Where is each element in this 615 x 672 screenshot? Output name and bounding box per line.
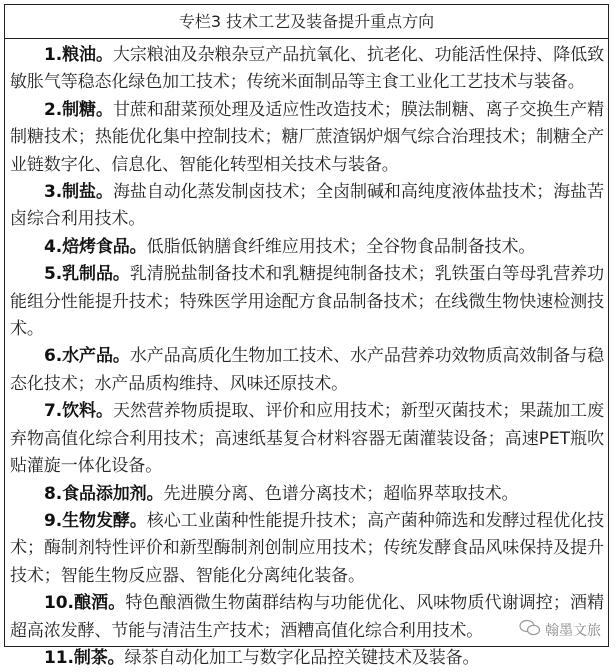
- item-label: 11.制茶。: [44, 647, 125, 668]
- list-item-dairy: [10, 261, 604, 343]
- item-label: 7.饮料。: [44, 401, 113, 422]
- item-text: 绿茶自动化加工与数字化品控关键技术及装备。: [124, 647, 480, 668]
- item-label: 5.乳制品。: [44, 264, 130, 285]
- item-text: 核心工业菌种性能提升技术；高产菌种筛选和发酵过程优化技术；酶制剂特性评价和新型酶制剂创制应用技术；传统发酵食品风味保持及提升技术；智能生物反应器、智能化分离纯化装备。: [10, 510, 604, 586]
- item-label: 4.焙烤食品。: [44, 236, 147, 257]
- item-label: 10.酿酒。: [44, 593, 126, 614]
- item-text: 水产品高质化生物加工技术、水产品营养功效物质高效制备与稳态化技术；水产品质构维持、风味还原技术。: [10, 346, 605, 394]
- table-title: 专栏3 技术工艺及装备提升重点方向: [5, 5, 608, 39]
- list-item-fermentation: [10, 508, 604, 590]
- item-text: 甘蔗和甜菜预处理及适应性改造技术；膜法制糖、离子交换生产精制糖技术；热能优化集中控制技术；糖厂蔗渣锅炉烟气综合治理技术；制糖全产业链数字化、信息化、智能化转型相关技术与装备。: [10, 99, 604, 175]
- item-text: 特色酿酒微生物菌群结构与功能优化、风味物质代谢调控；酒精超高浓发酵、节能与清洁生产技术；酒糟高值化综合利用技术。: [10, 593, 604, 641]
- watermark: [519, 619, 601, 641]
- list-item-aquatic: [10, 343, 604, 398]
- item-text: 海盐自动化蒸发制卤技术；全卤制碱和高纯度液体盐技术；海盐苦卤综合利用技术。: [10, 182, 604, 230]
- item-label: 1.粮油。: [44, 45, 113, 65]
- list-item-sugar: [10, 97, 604, 179]
- item-label: 6.水产品。: [44, 346, 130, 367]
- item-label: 3.制盐。: [44, 182, 113, 203]
- item-text: 天然营养物质提取、评价和应用技术；新型灭菌技术；果蔬加工废弃物高值化综合利用技术；高速纸基复合材料容器无菌灌装设备；高速PET瓶吹贴灌旋一体化设备。: [10, 401, 604, 477]
- list-item-additives: [10, 481, 604, 508]
- item-text: 低脂低钠膳食纤维应用技术；全谷物食品制备技术。: [146, 236, 536, 257]
- table-body: [5, 39, 608, 672]
- item-label: 2.制糖。: [44, 99, 113, 120]
- item-text: 大宗粮油及杂粮杂豆产品抗氧化、抗老化、功能活性保持、降低致敏胀气等稳态化绿色加工技术；传统米面制品等主食工业化工艺技术与装备。: [10, 45, 604, 93]
- watermark-text: 翰墨文旅: [545, 623, 601, 639]
- feature-box-table: [4, 4, 609, 668]
- list-item-tea: [10, 645, 604, 672]
- item-label: 8.食品添加剂。: [44, 483, 164, 504]
- list-item-grain-oil: [10, 42, 604, 97]
- list-item-beverage: [10, 398, 604, 480]
- wechat-icon: [519, 619, 541, 641]
- list-item-salt: [10, 179, 604, 234]
- item-text: 乳清脱盐制备技术和乳糖提纯制备技术；乳铁蛋白等母乳营养功能组分性能提升技术；特殊医学用途配方食品制备技术；在线微生物快速检测技术。: [10, 264, 605, 340]
- list-item-brewing: [10, 590, 604, 645]
- item-text: 先进膜分离、色谱分离技术；超临界萃取技术。: [163, 483, 519, 504]
- item-label: 9.生物发酵。: [44, 510, 147, 531]
- list-item-bakery: [10, 234, 604, 261]
